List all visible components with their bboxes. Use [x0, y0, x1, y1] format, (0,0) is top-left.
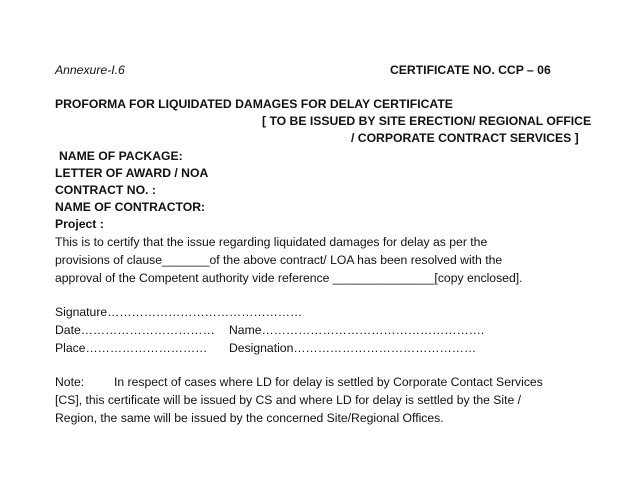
note-line-2: [CS], this certificate will be issued by CS and where LD for delay is settled by the Site / [55, 393, 522, 407]
field-package: NAME OF PACKAGE: [59, 149, 183, 163]
note-line-1: In respect of cases where LD for delay is settled by Corporate Contact Services [114, 375, 543, 389]
note-line-3: Region, the same will be issued by the concerned Site/Regional Offices. [55, 411, 444, 425]
body-line-2: provisions of clause_______of the above contract/ LOA has been resolved with the [55, 253, 503, 267]
certificate-number: CERTIFICATE NO. CCP – 06 [390, 63, 551, 77]
issued-by-line-1: [ TO BE ISSUED BY SITE ERECTION/ REGIONAL OFFICE [262, 114, 592, 128]
place-line: Place………………………… [55, 341, 208, 355]
field-project: Project : [55, 217, 104, 231]
signature-line: Signature………………………………………… [55, 305, 303, 319]
body-line-1: This is to certify that the issue regarding liquidated damages for delay as per the [55, 235, 488, 249]
annexure-label: Annexure-I.6 [55, 63, 125, 77]
designation-line: Designation……………………………………… [229, 341, 477, 355]
document-title: PROFORMA FOR LIQUIDATED DAMAGES FOR DELAY CERTIFICATE [55, 97, 453, 111]
field-loa: LETTER OF AWARD / NOA [55, 166, 209, 180]
field-contract-no: CONTRACT NO. : [55, 183, 156, 197]
issued-by-line-2: / CORPORATE CONTRACT SERVICES ] [351, 131, 579, 145]
name-line: Name………………………………………………. [229, 323, 485, 337]
note-label: Note: [55, 375, 85, 389]
body-line-3: approval of the Competent authority vide reference _______________[copy enclosed]. [55, 271, 523, 285]
field-contractor: NAME OF CONTRACTOR: [55, 200, 206, 214]
date-line: Date…………………………… [55, 323, 215, 337]
